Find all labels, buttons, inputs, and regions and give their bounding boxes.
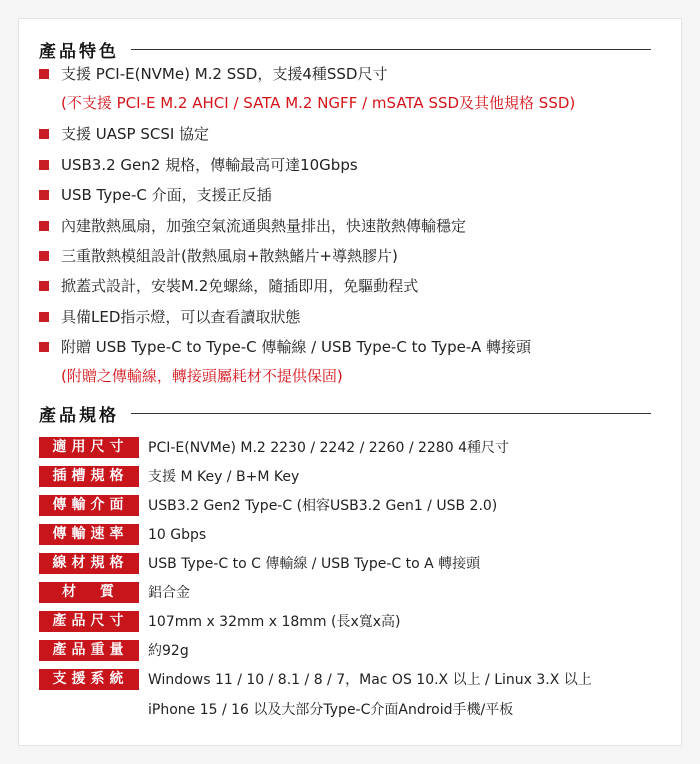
- spec-row: [39, 640, 669, 669]
- spec-value: Windows 11 / 10 / 8.1 / 8 / 7，Mac OS 10.X 以上 / Linux 3.X 以上: [148, 672, 592, 688]
- feature-text: 具備LED指示燈，可以查看讀取狀態: [61, 308, 301, 326]
- spec-row: [39, 611, 669, 640]
- feature-note: (不支援 PCI-E M.2 AHCI / SATA M.2 NGFF / mSATA SSD及其他規格 SSD): [61, 94, 576, 112]
- spec-row: [39, 669, 669, 729]
- spec-label: 材 質: [39, 582, 139, 603]
- bullet-square-icon: [39, 251, 49, 261]
- bullet-square-icon: [39, 281, 49, 291]
- bullet-square-icon: [39, 190, 49, 200]
- feature-text: 支援 PCI-E(NVMe) M.2 SSD，支援4種SSD尺寸: [61, 65, 388, 83]
- feature-note: (附贈之傳輸線，轉接頭屬耗材不提供保固): [61, 367, 343, 385]
- bullet-square-icon: [39, 129, 49, 139]
- spec-value: 約92g: [148, 643, 189, 659]
- features-divider: [131, 49, 651, 50]
- spec-label: 傳輸介面: [39, 495, 139, 516]
- feature-text: 掀蓋式設計，安裝M.2免螺絲，隨插即用，免驅動程式: [61, 277, 419, 295]
- spec-table: [39, 437, 669, 729]
- spec-label: 產品尺寸: [39, 611, 139, 632]
- spec-row: [39, 524, 669, 553]
- spec-label: 適用尺寸: [39, 437, 139, 458]
- spec-row: [39, 466, 669, 495]
- spec-label: 傳輸速率: [39, 524, 139, 545]
- bullet-square-icon: [39, 312, 49, 322]
- bullet-square-icon: [39, 160, 49, 170]
- spec-value: 107mm x 32mm x 18mm (長x寬x高): [148, 614, 401, 630]
- feature-text: 三重散熱模組設計(散熱風扇+散熱鰭片+導熱膠片): [61, 247, 398, 265]
- feature-text: 附贈 USB Type-C to Type-C 傳輸線 / USB Type-C to Type-A 轉接頭: [61, 338, 532, 356]
- spec-value: USB3.2 Gen2 Type-C (相容USB3.2 Gen1 / USB 2.0): [148, 498, 498, 514]
- spec-label: 支援系統: [39, 669, 139, 690]
- feature-text: USB3.2 Gen2 規格，傳輸最高可達10Gbps: [61, 156, 358, 174]
- content-panel: [18, 18, 682, 746]
- specs-divider: [131, 413, 651, 414]
- features-header: [39, 37, 651, 62]
- spec-row: [39, 582, 669, 611]
- spec-row: [39, 553, 669, 582]
- spec-row: [39, 495, 669, 524]
- feature-text: USB Type-C 介面，支援正反插: [61, 186, 272, 204]
- spec-label: 線材規格: [39, 553, 139, 574]
- spec-label: 插槽規格: [39, 466, 139, 487]
- spec-value: 支援 M Key / B+M Key: [148, 469, 300, 485]
- spec-row: [39, 437, 669, 466]
- feature-text: 支援 UASP SCSI 協定: [61, 125, 210, 143]
- specs-title: 產品規格: [39, 406, 119, 426]
- spec-label: 產品重量: [39, 640, 139, 661]
- bullet-square-icon: [39, 221, 49, 231]
- spec-value: PCI-E(NVMe) M.2 2230 / 2242 / 2260 / 2280 4種尺寸: [148, 440, 509, 456]
- spec-value: USB Type-C to C 傳輸線 / USB Type-C to A 轉接頭: [148, 556, 481, 572]
- features-title: 產品特色: [39, 42, 119, 62]
- spec-value-continued: iPhone 15 / 16 以及大部分Type-C介面Android手機/平板: [148, 702, 514, 718]
- feature-text: 內建散熱風扇，加強空氣流通與熱量排出，快速散熱傳輸穩定: [61, 217, 467, 235]
- bullet-square-icon: [39, 69, 49, 79]
- bullet-square-icon: [39, 342, 49, 352]
- spec-value: 10 Gbps: [148, 527, 207, 543]
- spec-value: 鋁合金: [148, 585, 190, 601]
- specs-header: [39, 401, 651, 426]
